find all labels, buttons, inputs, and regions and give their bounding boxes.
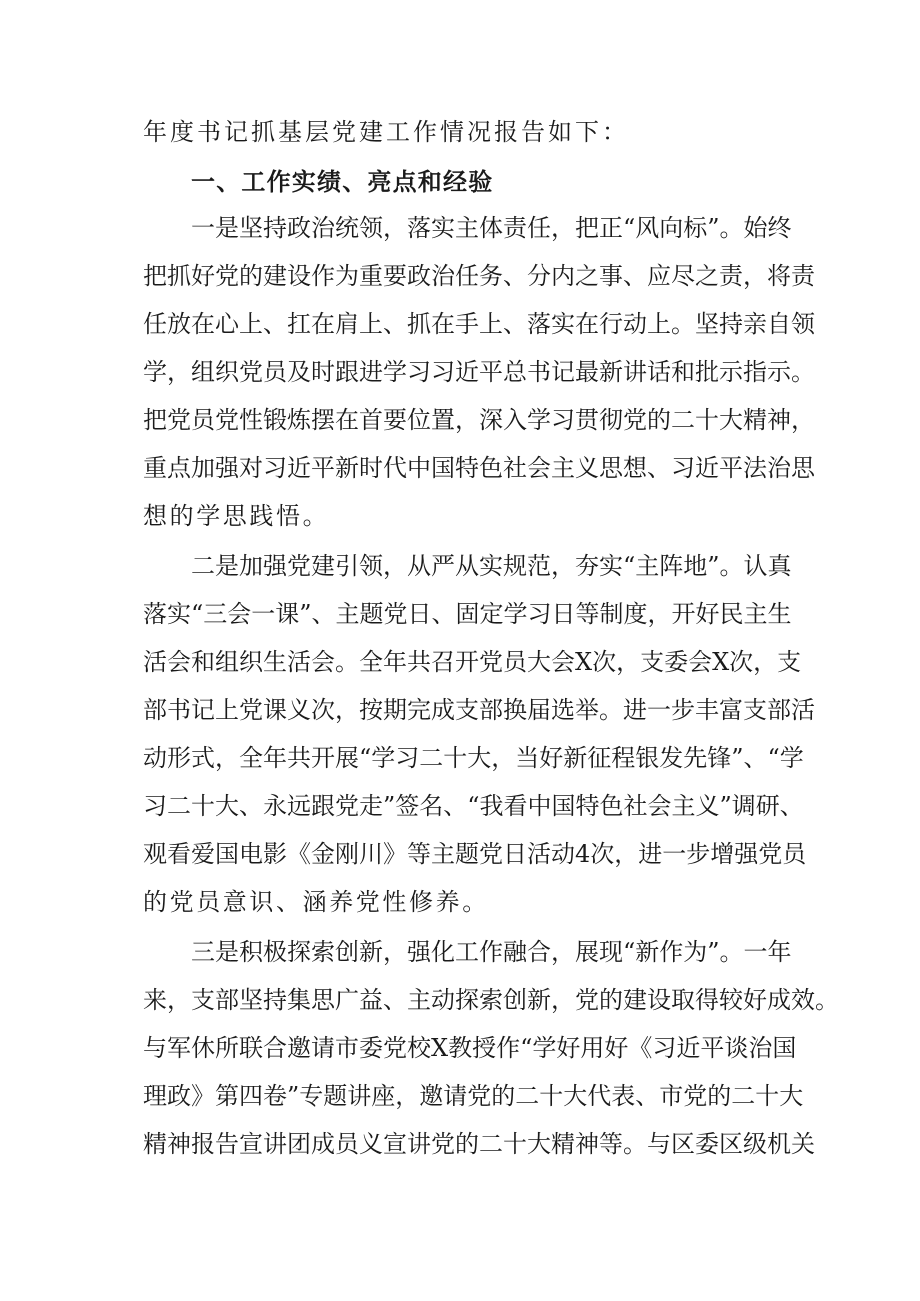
paragraph-line: 观看爱国电影《金刚川》等主题党日活动4次，进一步增强党员 — [143, 840, 807, 868]
paragraph-line: 学，组织党员及时跟进学习习近平总书记最新讲话和批示指示。 — [143, 358, 815, 386]
paragraph-line: 精神报告宣讲团成员义宣讲党的二十大精神等。与区委区级机关 — [143, 1130, 815, 1158]
paragraph-line: 理政》第四卷”专题讲座，邀请党的二十大代表、市党的二十大 — [143, 1082, 804, 1110]
intro-line: 年度书记抓基层党建工作情况报告如下： — [143, 118, 629, 146]
paragraph-line: 来，支部坚持集思广益、主动探索创新，党的建设取得较好成效。 — [143, 986, 839, 1014]
paragraph-line: 一是坚持政治统领，落实主体责任，把正“风向标”。始终 — [191, 214, 792, 242]
paragraph-line: 任放在心上、扛在肩上、抓在手上、落实在行动上。坚持亲自领 — [143, 310, 815, 338]
paragraph-line: 二是加强党建引领，从严从实规范，夯实“主阵地”。认真 — [191, 552, 792, 580]
paragraph-line: 想的学思践悟。 — [143, 502, 330, 530]
paragraph-line: 与军休所联合邀请市委党校X教授作“学好用好《习近平谈治国 — [143, 1034, 797, 1062]
paragraph-line: 三是积极探索创新，强化工作融合，展现“新作为”。一年 — [191, 938, 792, 966]
paragraph-line: 动形式，全年共开展“学习二十大，当好新征程银发先锋”、“学 — [143, 744, 804, 772]
paragraph-line: 落实“三会一课”、主题党日、固定学习日等制度，开好民主生 — [143, 600, 792, 628]
paragraph-line: 的党员意识、涵养党性修养。 — [143, 888, 489, 916]
paragraph-line: 习二十大、永远跟党走”签名、“我看中国特色社会主义”调研、 — [143, 792, 804, 820]
paragraph-line: 重点加强对习近平新时代中国特色社会主义思想、习近平法治思 — [143, 454, 815, 482]
paragraph-line: 部书记上党课义次，按期完成支部换届选举。进一步丰富支部活 — [143, 696, 815, 724]
paragraph-line: 活会和组织生活会。全年共召开党员大会X次，支委会X次，支 — [143, 648, 802, 676]
paragraph-line: 把抓好党的建设作为重要政治任务、分内之事、应尽之责，将责 — [143, 262, 815, 290]
section-heading: 一、工作实绩、亮点和经验 — [191, 168, 494, 196]
paragraph-line: 把党员党性锻炼摆在首要位置，深入学习贯彻党的二十大精神， — [143, 406, 815, 434]
